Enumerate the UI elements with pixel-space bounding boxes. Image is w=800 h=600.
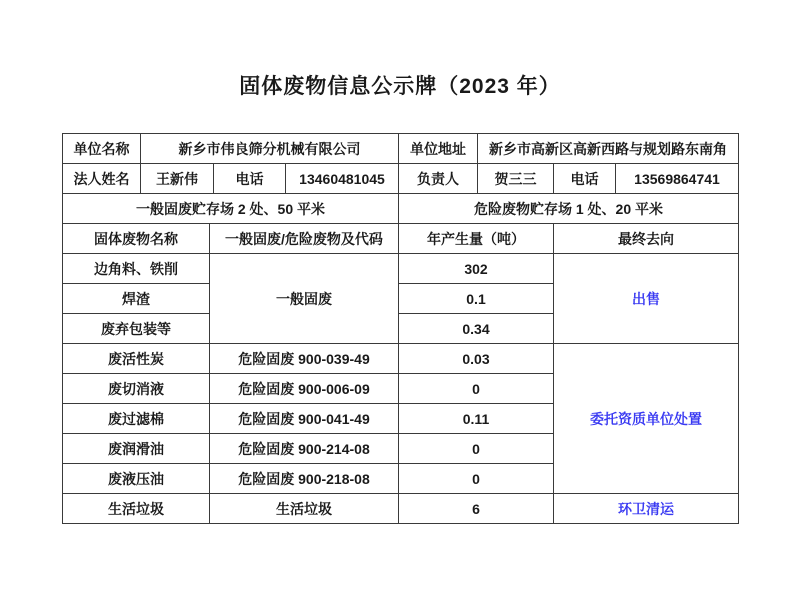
waste-destination: 委托资质单位处置 (554, 344, 739, 494)
unit-address: 新乡市高新区高新西路与规划路东南角 (478, 134, 739, 164)
waste-name: 焊渣 (63, 284, 210, 314)
general-storage-info: 一般固废贮存场 2 处、50 平米 (63, 194, 399, 224)
unit-name: 新乡市伟良筛分机械有限公司 (141, 134, 399, 164)
unit-name-label: 单位名称 (63, 134, 141, 164)
waste-amount: 0.1 (399, 284, 554, 314)
waste-amount: 6 (399, 494, 554, 524)
manager-label: 负责人 (399, 164, 478, 194)
waste-name: 废弃包装等 (63, 314, 210, 344)
table-row (63, 254, 739, 284)
table-row (63, 344, 739, 374)
row-legal (63, 164, 739, 194)
header-waste-name: 固体废物名称 (63, 224, 210, 254)
waste-amount: 0 (399, 434, 554, 464)
phone-1: 13460481045 (286, 164, 399, 194)
waste-code: 危险固废 900-041-49 (210, 404, 399, 434)
phone-label-2: 电话 (554, 164, 616, 194)
waste-amount: 302 (399, 254, 554, 284)
waste-amount: 0 (399, 464, 554, 494)
waste-amount: 0.34 (399, 314, 554, 344)
header-annual-amount: 年产生量（吨） (399, 224, 554, 254)
waste-info-table (62, 133, 739, 524)
waste-code: 生活垃圾 (210, 494, 399, 524)
legal-name-label: 法人姓名 (63, 164, 141, 194)
hazardous-storage-info: 危险废物贮存场 1 处、20 平米 (399, 194, 739, 224)
waste-amount: 0 (399, 374, 554, 404)
legal-name: 王新伟 (141, 164, 214, 194)
unit-address-label: 单位地址 (399, 134, 478, 164)
header-waste-code: 一般固废/危险废物及代码 (210, 224, 399, 254)
waste-type: 一般固废 (210, 254, 399, 344)
row-headers (63, 224, 739, 254)
waste-code: 危险固废 900-006-09 (210, 374, 399, 404)
waste-name: 废过滤棉 (63, 404, 210, 434)
waste-name: 废液压油 (63, 464, 210, 494)
row-storage (63, 194, 739, 224)
waste-name: 废活性炭 (63, 344, 210, 374)
waste-code: 危险固废 900-039-49 (210, 344, 399, 374)
waste-amount: 0.11 (399, 404, 554, 434)
manager-name: 贺三三 (478, 164, 554, 194)
document-title: 固体废物信息公示牌（2023 年） (239, 75, 561, 98)
waste-destination: 出售 (554, 254, 739, 344)
waste-amount: 0.03 (399, 344, 554, 374)
waste-code: 危险固废 900-214-08 (210, 434, 399, 464)
waste-name: 边角料、铁削 (63, 254, 210, 284)
phone-label-1: 电话 (214, 164, 286, 194)
phone-2: 13569864741 (616, 164, 739, 194)
row-company (63, 134, 739, 164)
waste-name: 废切消液 (63, 374, 210, 404)
waste-code: 危险固废 900-218-08 (210, 464, 399, 494)
header-destination: 最终去向 (554, 224, 739, 254)
waste-destination: 环卫清运 (554, 494, 739, 524)
waste-name: 废润滑油 (63, 434, 210, 464)
waste-name: 生活垃圾 (63, 494, 210, 524)
table-row (63, 494, 739, 524)
